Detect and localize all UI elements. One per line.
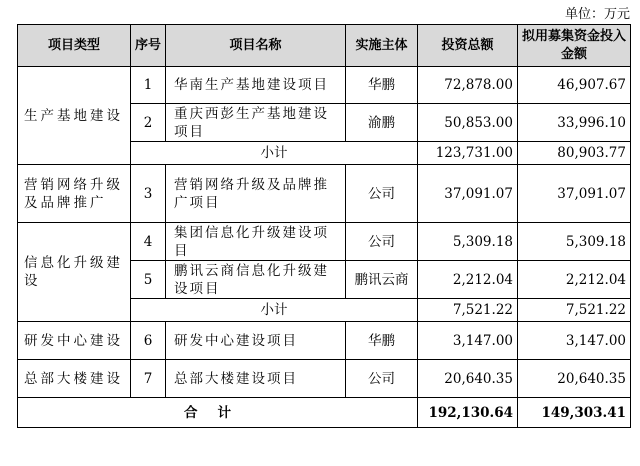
invest-amount: 5,309.18 — [418, 223, 518, 261]
category-cell: 信息化升级建设 — [18, 223, 131, 322]
row-no: 7 — [131, 360, 166, 398]
project-name: 鹏讯云商信息化升级建设项目 — [166, 261, 346, 299]
invest-amount: 20,640.35 — [418, 360, 518, 398]
category-cell: 营销网络升级及品牌推广 — [18, 165, 131, 223]
category-cell: 总部大楼建设 — [18, 360, 131, 398]
entity: 华鹏 — [346, 322, 418, 360]
raise-amount: 7,521.22 — [518, 299, 631, 322]
table-row — [18, 223, 631, 261]
row-no: 5 — [131, 261, 166, 299]
row-no: 6 — [131, 322, 166, 360]
project-name: 营销网络升级及品牌推广项目 — [166, 165, 346, 223]
header-name: 项目名称 — [166, 25, 346, 67]
total-raise: 149,303.41 — [518, 398, 631, 428]
entity: 华鹏 — [346, 67, 418, 104]
raise-amount: 2,212.04 — [518, 261, 631, 299]
invest-amount: 50,853.00 — [418, 104, 518, 142]
header-entity: 实施主体 — [346, 25, 418, 67]
raise-amount: 20,640.35 — [518, 360, 631, 398]
raise-amount: 37,091.07 — [518, 165, 631, 223]
raise-amount: 3,147.00 — [518, 322, 631, 360]
unit-label: 单位：万元 — [564, 7, 630, 22]
raise-amount: 33,996.10 — [518, 104, 631, 142]
row-no: 3 — [131, 165, 166, 223]
raise-amount: 80,903.77 — [518, 142, 631, 165]
entity: 渝鹏 — [346, 104, 418, 142]
invest-amount: 2,212.04 — [418, 261, 518, 299]
investment-table — [17, 24, 631, 428]
category-cell: 研发中心建设 — [18, 322, 131, 360]
entity: 公司 — [346, 360, 418, 398]
project-name: 总部大楼建设项目 — [166, 360, 346, 398]
table-row — [18, 360, 631, 398]
category-cell: 生产基地建设 — [18, 67, 131, 165]
entity: 公司 — [346, 165, 418, 223]
subtotal-label: 小计 — [131, 142, 418, 165]
project-name: 重庆西彭生产基地建设项目 — [166, 104, 346, 142]
table-row — [18, 322, 631, 360]
row-no: 2 — [131, 104, 166, 142]
invest-amount: 123,731.00 — [418, 142, 518, 165]
total-invest: 192,130.64 — [418, 398, 518, 428]
total-label: 合计 — [18, 398, 418, 428]
row-no: 1 — [131, 67, 166, 104]
project-name: 研发中心建设项目 — [166, 322, 346, 360]
project-name: 集团信息化升级建设项目 — [166, 223, 346, 261]
invest-amount: 7,521.22 — [418, 299, 518, 322]
entity: 公司 — [346, 223, 418, 261]
header-row — [18, 25, 631, 67]
invest-amount: 37,091.07 — [418, 165, 518, 223]
table-row — [18, 67, 631, 104]
invest-amount: 72,878.00 — [418, 67, 518, 104]
header-raise: 拟用募集资金投入金额 — [518, 25, 631, 67]
invest-amount: 3,147.00 — [418, 322, 518, 360]
table-row — [18, 165, 631, 223]
project-name: 华南生产基地建设项目 — [166, 67, 346, 104]
total-row — [18, 398, 631, 428]
entity: 鹏讯云商 — [346, 261, 418, 299]
subtotal-label: 小计 — [131, 299, 418, 322]
row-no: 4 — [131, 223, 166, 261]
raise-amount: 5,309.18 — [518, 223, 631, 261]
header-no: 序号 — [131, 25, 166, 67]
header-type: 项目类型 — [18, 25, 131, 67]
raise-amount: 46,907.67 — [518, 67, 631, 104]
header-invest: 投资总额 — [418, 25, 518, 67]
